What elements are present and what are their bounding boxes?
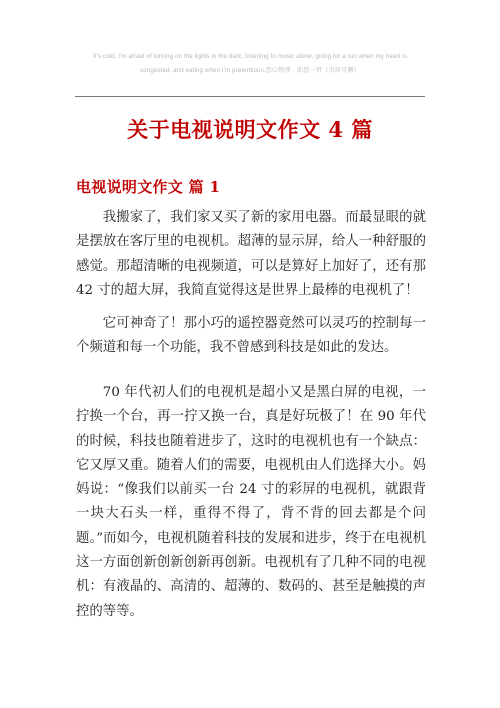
- document-title: 关于电视说明文作文 4 篇: [127, 117, 373, 142]
- header-note-line-2: congested, and eating when I'm pretentious.恋心整理 助您一臂（页眉可删）: [140, 67, 360, 74]
- header-divider: [75, 96, 425, 97]
- paragraph-3: 70 年代初人们的电视机是超小又是黑白屏的电视，一拧换一个台，再一拧又换一台，真是好玩极了！在 90 年代的时候，科技也随着进步了，这时的电视机也有一个缺点：它又厚又重。随着人们的需要，电视机由人们选择大小。妈妈说：“像我们以前买一台 24 寸的彩屏的电视机，就跟背一块大石头一样，重得不得了，背不背的回去都是个问题。”而如今，电视机随着科技的发展和进步，终于在电视机这一方面创新创新创新再创新。电视机有了几种不同的电视机：有液晶的、高清的、超薄的、数码的、甚至是触摸的声控的等等。: [76, 385, 426, 619]
- page-header-note: [60, 50, 440, 78]
- header-note-line-1: It's cold, I'm afraid of turning on the lights in the dark, listening to music alone, going for a run when my heart is: [92, 53, 408, 60]
- paragraph-2: 它可神奇了！那小巧的遥控器竟然可以灵巧的控制每一个频道和每一个功能，我不曾感到科技是如此的发达。: [76, 316, 426, 356]
- paragraph-1: 我搬家了，我们家又买了新的家用电器。而最显眼的就是摆放在客厅里的电视机。超薄的显示屏，给人一种舒服的感觉。那超清晰的电视频道，可以是算好上加好了，还有那 42 寸的超大屏，我简直觉得这是世界上最棒的电视机了！: [76, 210, 426, 298]
- section-heading: 电视说明文作文 篇 1: [76, 178, 221, 196]
